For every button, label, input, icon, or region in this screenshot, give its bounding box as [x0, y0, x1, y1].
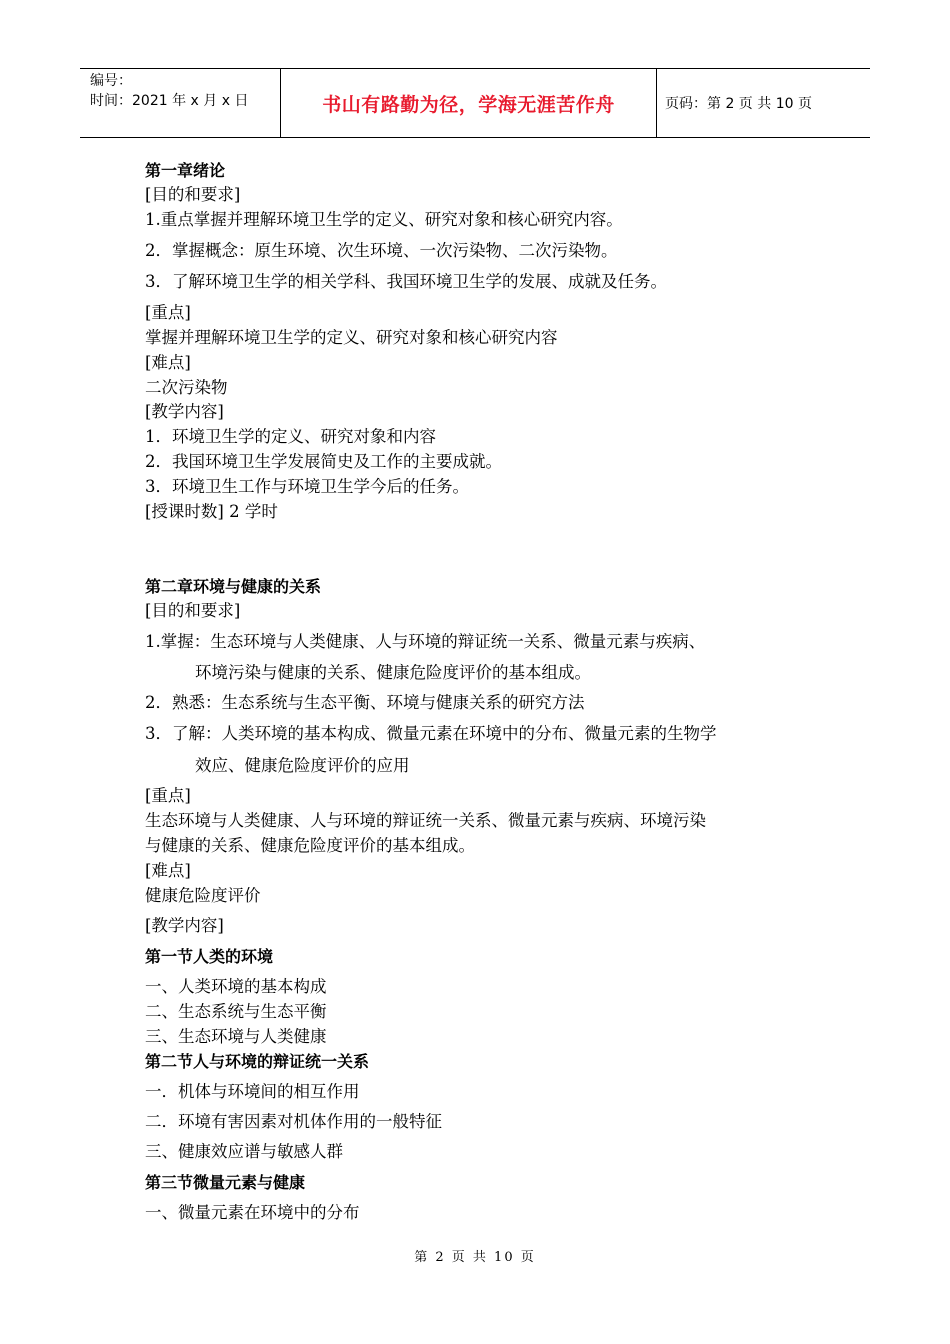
page-label: 页码：第 2 页 共 10 页: [665, 96, 812, 112]
section-label: [教学内容]: [145, 916, 224, 935]
list-item: 一、人类环境的基本构成: [145, 977, 327, 996]
chapter-2-title: 第二章环境与健康的关系: [145, 577, 322, 596]
section-label: [难点]: [145, 353, 191, 372]
list-item: 三、健康效应谱与敏感人群: [145, 1142, 343, 1161]
number-label: 编号：: [90, 73, 132, 89]
time-label: 时间：2021 年 x 月 x 日: [90, 93, 249, 109]
list-item: 3．环境卫生工作与环境卫生学今后的任务。: [145, 477, 469, 496]
paragraph: 掌握并理解环境卫生学的定义、研究对象和核心研究内容: [145, 328, 558, 347]
list-item: 3．了解环境卫生学的相关学科、我国环境卫生学的发展、成就及任务。: [145, 272, 667, 291]
header-meta: [80, 69, 280, 137]
chapter-1-title: 第一章绪论: [145, 161, 226, 180]
list-item: 2．熟悉：生态系统与生态平衡、环境与健康关系的研究方法: [145, 693, 585, 712]
list-item: 二．环境有害因素对机体作用的一般特征: [145, 1112, 442, 1131]
list-item-continuation: 环境污染与健康的关系、健康危险度评价的基本组成。: [195, 663, 591, 682]
paragraph: 生态环境与人类健康、人与环境的辩证统一关系、微量元素与疾病、环境污染: [145, 811, 706, 830]
list-item: 3．了解：人类环境的基本构成、微量元素在环境中的分布、微量元素的生物学: [145, 724, 717, 743]
section-label: [目的和要求]: [145, 601, 241, 620]
list-item: 一、微量元素在环境中的分布: [145, 1203, 360, 1222]
section-label: [难点]: [145, 861, 191, 880]
section-label: [目的和要求]: [145, 185, 241, 204]
header-page-cell: [655, 69, 870, 137]
list-item: 二、生态系统与生态平衡: [145, 1002, 327, 1021]
page-footer: 第 2 页 共 10 页: [414, 1250, 536, 1265]
motto: 书山有路勤为径，学海无涯苦作舟: [322, 93, 615, 116]
list-item: 三、生态环境与人类健康: [145, 1027, 327, 1046]
paragraph: 与健康的关系、健康危险度评价的基本组成。: [145, 836, 475, 855]
section-label: [教学内容]: [145, 402, 224, 421]
section-heading: 第三节微量元素与健康: [145, 1173, 306, 1192]
header-motto-cell: [280, 69, 657, 137]
list-item: 1.掌握：生态环境与人类健康、人与环境的辩证统一关系、微量元素与疾病、: [145, 632, 706, 651]
list-item: 一．机体与环境间的相互作用: [145, 1082, 360, 1101]
list-item-continuation: 效应、健康危险度评价的应用: [195, 756, 410, 775]
paragraph: [授课时数] 2 学时: [145, 502, 278, 521]
section-heading: 第一节人类的环境: [145, 947, 274, 966]
section-label: [重点]: [145, 786, 191, 805]
list-item: 1．环境卫生学的定义、研究对象和内容: [145, 427, 436, 446]
page-header: [80, 68, 870, 138]
list-item: 2．掌握概念：原生环境、次生环境、一次污染物、二次污染物。: [145, 241, 618, 260]
list-item: 2．我国环境卫生学发展简史及工作的主要成就。: [145, 452, 502, 471]
paragraph: 健康危险度评价: [145, 886, 261, 905]
list-item: 1.重点掌握并理解环境卫生学的定义、研究对象和核心研究内容。: [145, 210, 623, 229]
paragraph: 二次污染物: [145, 378, 228, 397]
section-heading: 第二节人与环境的辩证统一关系: [145, 1052, 370, 1071]
section-label: [重点]: [145, 303, 191, 322]
